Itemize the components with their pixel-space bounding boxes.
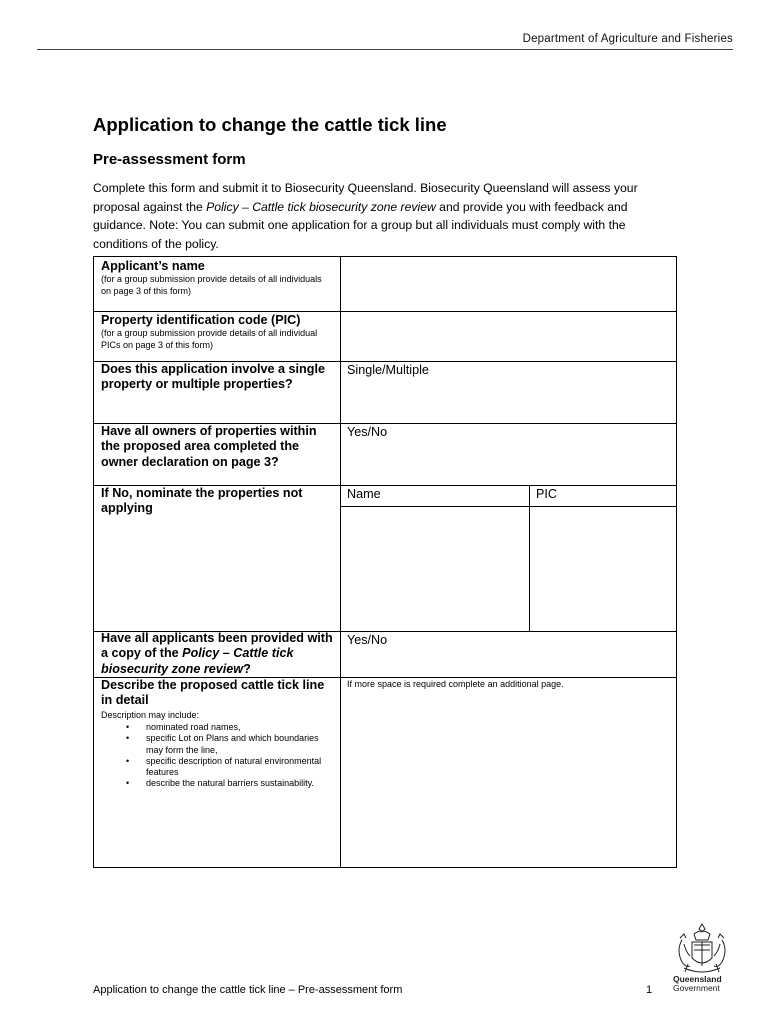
list-item: • specific Lot on Plans and which boundaries may form the line,	[101, 733, 331, 756]
footer-text: Application to change the cattle tick line – Pre-assessment form	[93, 984, 403, 996]
list-item: • nominated road names,	[101, 722, 331, 733]
describe-note: Description may include:	[101, 710, 200, 720]
pic-field[interactable]	[341, 312, 676, 361]
not-applying-question: If No, nominate the properties not applying	[101, 486, 303, 516]
owner-declaration-question: Have all owners of properties within the proposed area completed the owner declaration on page 3?	[101, 424, 317, 469]
describe-line-field[interactable]	[341, 692, 676, 867]
not-applying-pic-field[interactable]	[530, 507, 676, 631]
applicant-name-note: (for a group submission provide details of all individuals on page 3 of this form)	[101, 274, 322, 296]
page-title: Application to change the cattle tick line	[93, 114, 447, 135]
pre-assessment-form-table	[93, 256, 677, 868]
department-name: Department of Agriculture and Fisheries	[522, 33, 733, 45]
applicant-name-label: Applicant’s name	[101, 259, 205, 273]
intro-text-1: Complete this form and submit it to Biosecurity Queensland. Biosecurity Queensland will assess your proposal against the	[93, 181, 638, 214]
description-list	[101, 722, 331, 790]
page-subtitle: Pre-assessment form	[93, 151, 246, 168]
single-multiple-answer[interactable]: Single/Multiple	[347, 363, 429, 377]
pic-label: Property identification code (PIC)	[101, 313, 301, 327]
page-number: 1	[646, 984, 653, 996]
intro-paragraph	[93, 179, 683, 253]
pic-column-header: PIC	[536, 487, 557, 501]
applicant-name-field[interactable]	[341, 257, 676, 311]
describe-line-label: Describe the proposed cattle tick line in detail	[101, 678, 325, 708]
policy-copy-answer[interactable]: Yes/No	[347, 633, 388, 647]
intro-policy: Policy – Cattle tick biosecurity zone review	[206, 199, 436, 214]
pic-note: (for a group submission provide details of all individual PICs on page 3 of this form)	[101, 328, 318, 350]
single-multiple-question: Does this application involve a single property or multiple properties?	[101, 362, 325, 392]
queensland-government-wordmark: Queensland Government	[673, 974, 722, 993]
policy-copy-question: Have all applicants been provided with a copy of the Policy – Cattle tick biosecurity zone review?	[101, 631, 333, 676]
intro-text-2: and provide you with feedback and guidance. Note: You can submit one application for a group but all individuals must comply with the conditions of the policy.	[93, 199, 628, 251]
not-applying-name-field[interactable]	[341, 507, 529, 631]
list-item: • describe the natural barriers sustainability.	[101, 778, 331, 789]
list-item: • specific description of natural environmental features	[101, 756, 331, 779]
additional-page-hint: If more space is required complete an additional page.	[347, 679, 564, 689]
header-rule	[37, 49, 733, 50]
name-column-header: Name	[347, 487, 381, 501]
owner-declaration-answer[interactable]: Yes/No	[347, 425, 388, 439]
